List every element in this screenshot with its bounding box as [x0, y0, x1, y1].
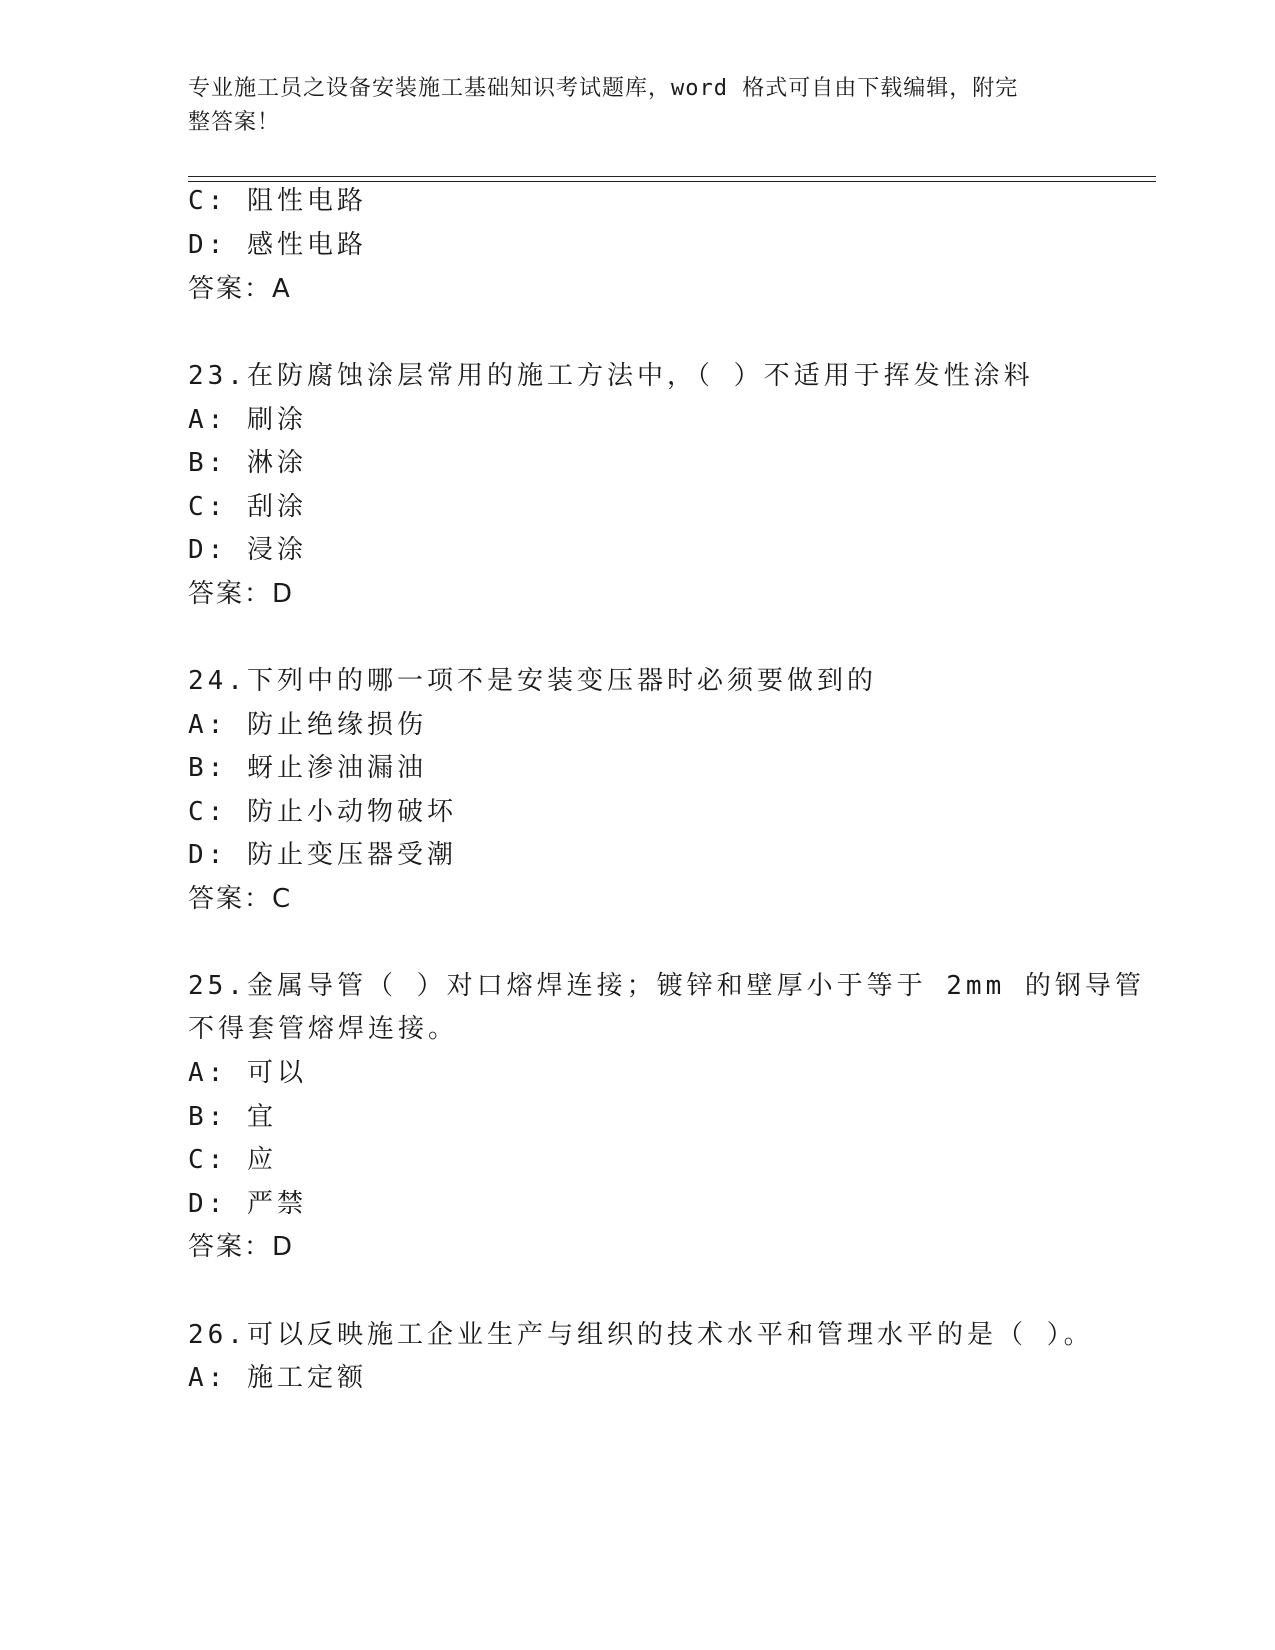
question-26-option-a: A: 施工定额 — [188, 1363, 367, 1393]
question-26-text: 26.可以反映施工企业生产与组织的技术水平和管理水平的是（ ）。 — [188, 1320, 1094, 1350]
question-25-answer: 答案：D — [188, 1232, 295, 1262]
header-line-1: 专业施工员之设备安装施工基础知识考试题库，word 格式可自由下载编辑，附完 — [188, 76, 1019, 101]
question-23-option-b: B: 淋涂 — [188, 448, 307, 478]
question-25-option-d: D: 严禁 — [188, 1189, 307, 1219]
question-23-option-a: A: 刷涂 — [188, 405, 307, 435]
question-23-option-c: C: 刮涂 — [188, 492, 307, 522]
header-divider-bottom — [188, 181, 1156, 182]
option-c: C: 阻性电路 — [188, 186, 367, 216]
question-24-option-d: D: 防止变压器受潮 — [188, 840, 457, 870]
question-24-text: 24.下列中的哪一项不是安装变压器时必须要做到的 — [188, 666, 877, 696]
question-23-text: 23.在防腐蚀涂层常用的施工方法中，（ ）不适用于挥发性涂料 — [188, 361, 1034, 391]
question-25-option-c: C: 应 — [188, 1145, 277, 1175]
question-23-option-d: D: 浸涂 — [188, 535, 307, 565]
question-24-option-a: A: 防止绝缘损伤 — [188, 710, 427, 740]
question-24-option-b: B: 蚜止渗油漏油 — [188, 753, 427, 783]
header-line-2: 整答案！ — [188, 110, 281, 135]
header-divider-top — [188, 176, 1156, 177]
document-header — [188, 72, 1068, 140]
answer-line: 答案：A — [188, 274, 292, 304]
question-25-option-b: B: 宜 — [188, 1102, 277, 1132]
option-d: D: 感性电路 — [188, 230, 367, 260]
question-23-answer: 答案：D — [188, 579, 295, 609]
question-25-text-line-2: 不得套管熔焊连接。 — [188, 1014, 459, 1044]
question-24-answer: 答案：C — [188, 884, 293, 914]
question-25-option-a: A: 可以 — [188, 1058, 307, 1088]
question-24-option-c: C: 防止小动物破坏 — [188, 797, 457, 827]
question-25-text-line-1: 25.金属导管（ ）对口熔焊连接；镀锌和壁厚小于等于 2mm 的钢导管 — [188, 971, 1145, 1001]
